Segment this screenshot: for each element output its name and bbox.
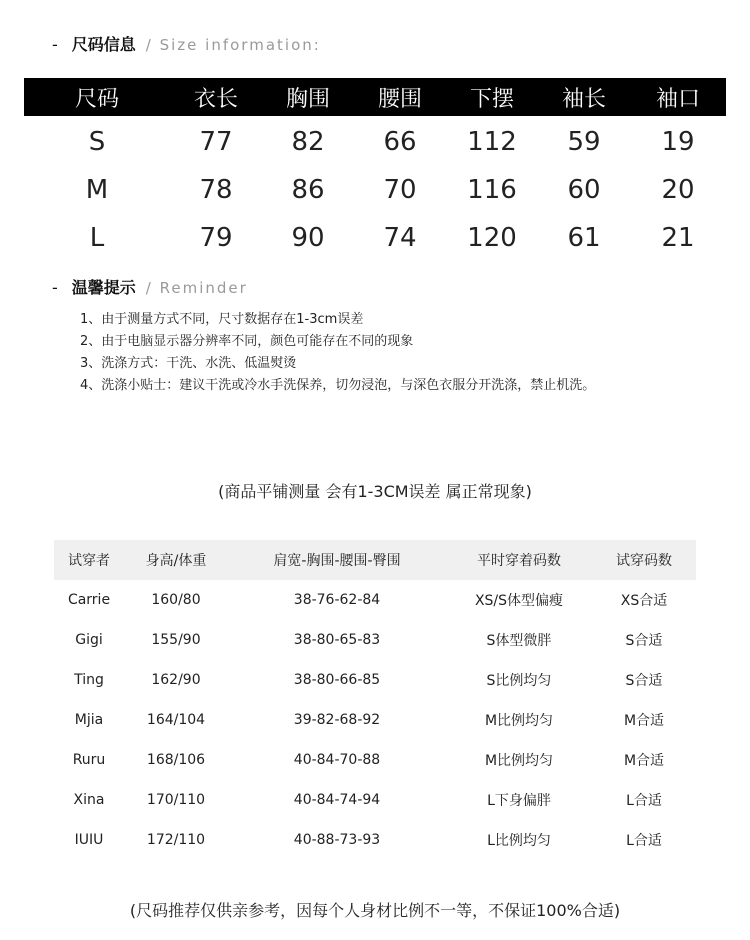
- tried-size: M合适: [623, 753, 665, 769]
- reminder-note: 2、由于电脑显示器分辨率不同，颜色可能存在不同的现象: [80, 334, 414, 349]
- size-row: [24, 166, 726, 214]
- tried-size: S合适: [625, 633, 663, 649]
- fitting-table: [54, 540, 696, 860]
- usual-size: L下身偏胖: [487, 793, 551, 809]
- usual-size: M比例均匀: [484, 753, 554, 769]
- tried-size: XS合适: [620, 593, 668, 609]
- fitting-row: [54, 780, 696, 820]
- fitting-row: [54, 620, 696, 660]
- height-weight: 155/90: [151, 632, 201, 648]
- fitting-row: [54, 700, 696, 740]
- tester-name: Ruru: [72, 752, 106, 768]
- header-hem: 下摆: [446, 78, 538, 116]
- size-cell: 19: [661, 127, 695, 157]
- height-weight: 172/110: [146, 832, 206, 848]
- heading-dash: -: [52, 278, 58, 297]
- header-height-weight: 身高/体重: [124, 540, 228, 580]
- heading-dash: -: [52, 35, 58, 54]
- size-cell: S: [88, 127, 106, 157]
- size-row: [24, 116, 726, 166]
- tried-size: M合适: [623, 713, 665, 729]
- size-cell: 74: [383, 223, 417, 253]
- body-measurements: 38-76-62-84: [293, 592, 381, 608]
- reminder-subtitle: / Reminder: [145, 279, 248, 297]
- tried-size: L合适: [626, 833, 662, 849]
- size-cell: 116: [467, 175, 517, 205]
- size-cell: 20: [661, 175, 695, 205]
- body-measurements: 39-82-68-92: [293, 712, 381, 728]
- size-cell: 61: [567, 223, 601, 253]
- body-measurements: 40-88-73-93: [293, 832, 381, 848]
- reminder-note: 1、由于测量方式不同，尺寸数据存在1-3cm误差: [80, 312, 364, 327]
- usual-size: L比例均匀: [487, 833, 551, 849]
- header-cuff: 袖口: [630, 78, 726, 116]
- size-cell: 66: [383, 127, 417, 157]
- body-measurements: 38-80-65-83: [293, 632, 381, 648]
- height-weight: 160/80: [151, 592, 201, 608]
- size-disclaimer: (尺码推荐仅供亲参考，因每个人身材比例不一等，不保证100%合适): [129, 901, 621, 920]
- tester-name: Ting: [74, 672, 104, 688]
- header-usual-size: 平时穿着码数: [446, 540, 592, 580]
- size-cell: 77: [199, 127, 233, 157]
- header-measurements: 肩宽-胸围-腰围-臀围: [228, 540, 446, 580]
- height-weight: 168/106: [146, 752, 206, 768]
- usual-size: S比例均匀: [486, 673, 552, 689]
- body-measurements: 38-80-66-85: [293, 672, 381, 688]
- size-cell: 78: [199, 175, 233, 205]
- size-info-title: 尺码信息: [71, 35, 136, 54]
- size-cell: 82: [291, 127, 325, 157]
- size-table: [24, 78, 726, 262]
- size-cell: M: [85, 175, 109, 205]
- tried-size: S合适: [625, 673, 663, 689]
- header-bust: 胸围: [262, 78, 354, 116]
- size-info-heading: [52, 32, 321, 55]
- reminder-note: 3、洗涤方式：干洗、水洗、低温熨烫: [80, 356, 297, 371]
- body-measurements: 40-84-74-94: [293, 792, 381, 808]
- tester-name: Mjia: [74, 712, 104, 728]
- reminder-notes: [80, 309, 595, 397]
- size-cell: 70: [383, 175, 417, 205]
- size-cell: 112: [467, 127, 517, 157]
- fitting-row: [54, 660, 696, 700]
- header-length: 衣长: [170, 78, 262, 116]
- fitting-row: [54, 820, 696, 860]
- reminder-note: 4、洗涤小贴士：建议干洗或冷水手洗保养，切勿浸泡，与深色衣服分开洗涤，禁止机洗。: [80, 378, 596, 393]
- usual-size: S体型微胖: [486, 633, 552, 649]
- reminder-heading: [52, 275, 248, 298]
- size-row: [24, 214, 726, 262]
- tester-name: IUIU: [74, 832, 104, 848]
- measurement-note: (商品平铺测量 会有1-3CM误差 属正常现象): [218, 482, 532, 501]
- size-cell: 21: [661, 223, 695, 253]
- size-table-header: [24, 78, 726, 116]
- tester-name: Xina: [73, 792, 105, 808]
- header-tester: 试穿者: [54, 540, 124, 580]
- height-weight: 170/110: [146, 792, 206, 808]
- tried-size: L合适: [626, 793, 662, 809]
- reminder-title: 温馨提示: [71, 278, 136, 297]
- size-cell: 86: [291, 175, 325, 205]
- size-cell: 60: [567, 175, 601, 205]
- fitting-row: [54, 740, 696, 780]
- size-cell: 90: [291, 223, 325, 253]
- fitting-table-header: [54, 540, 696, 580]
- size-cell: 120: [467, 223, 517, 253]
- tester-name: Carrie: [67, 592, 111, 608]
- size-cell: 79: [199, 223, 233, 253]
- tester-name: Gigi: [75, 632, 103, 648]
- header-tried-size: 试穿码数: [592, 540, 696, 580]
- fitting-row: [54, 580, 696, 620]
- size-info-subtitle: / Size information:: [145, 36, 321, 54]
- body-measurements: 40-84-70-88: [293, 752, 381, 768]
- header-sleeve-length: 袖长: [538, 78, 630, 116]
- height-weight: 162/90: [151, 672, 201, 688]
- size-cell: 59: [567, 127, 601, 157]
- usual-size: M比例均匀: [484, 713, 554, 729]
- usual-size: XS/S体型偏瘦: [474, 593, 564, 609]
- header-waist: 腰围: [354, 78, 446, 116]
- height-weight: 164/104: [146, 712, 206, 728]
- header-size: 尺码: [24, 78, 170, 116]
- size-cell: L: [89, 223, 105, 253]
